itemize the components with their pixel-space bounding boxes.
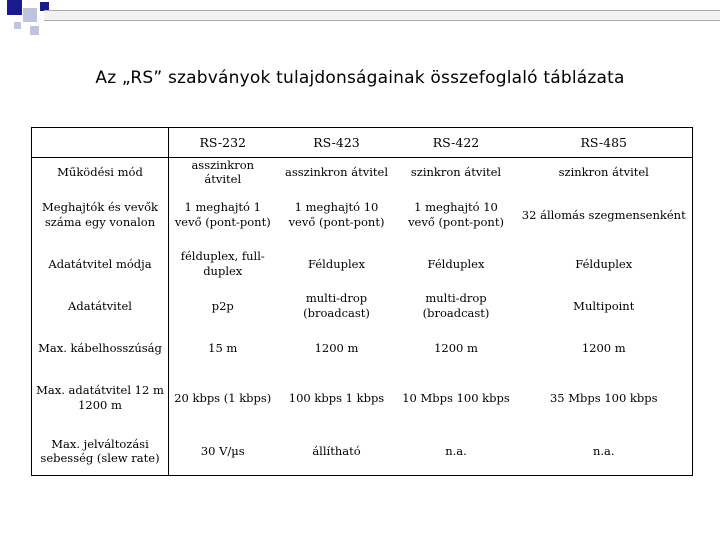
table-cell: Félduplex bbox=[427, 256, 485, 271]
table-header-row bbox=[32, 128, 693, 158]
row-label: Működési mód bbox=[32, 158, 169, 187]
row-label: Adatátvitel bbox=[32, 285, 169, 327]
table-cell: Félduplex bbox=[308, 256, 365, 271]
table-cell: 1 meghajtó 10 vevő (pont-pont) bbox=[288, 200, 385, 229]
table-cell: Multipoint bbox=[573, 298, 635, 313]
table-row bbox=[32, 243, 693, 285]
row-label: Meghajtók és vevők száma egy vonalon bbox=[32, 187, 169, 243]
corner-square-dark bbox=[7, 0, 22, 15]
table-cell: multi-drop (broadcast) bbox=[303, 291, 370, 320]
corner-square-tiny bbox=[14, 22, 21, 29]
column-header: RS-422 bbox=[397, 128, 516, 158]
table-row bbox=[32, 327, 693, 369]
slide-title: Az „RS” szabványok tulajdonságainak összefoglaló táblázata bbox=[95, 68, 625, 88]
row-label: Max. jelváltozási sebesség (slew rate) bbox=[32, 427, 169, 476]
table-cell: 1 meghajtó 1 vevő (pont-pont) bbox=[174, 200, 271, 229]
table-cell: 30 V/µs bbox=[200, 443, 245, 458]
table-cell: 1200 m bbox=[581, 340, 626, 355]
table-cell: 10 Mbps 100 kbps bbox=[402, 390, 510, 405]
table-cell: 35 Mbps 100 kbps bbox=[549, 390, 658, 405]
table-cell: multi-drop (broadcast) bbox=[422, 291, 490, 320]
table-cell: szinkron átvitel bbox=[558, 165, 649, 180]
table-cell: 1 meghajtó 10 vevő (pont-pont) bbox=[408, 200, 504, 229]
row-label: Max. adatátvitel 12 m 1200 m bbox=[32, 369, 169, 427]
corner-square-small-light bbox=[30, 26, 39, 35]
table-cell: asszinkron átvitel bbox=[191, 158, 255, 187]
table-cell: félduplex, full-duplex bbox=[180, 249, 265, 278]
table-cell: n.a. bbox=[445, 443, 467, 458]
column-header: RS-485 bbox=[516, 128, 693, 158]
header-bar bbox=[44, 10, 720, 21]
table-cell: állítható bbox=[312, 443, 361, 458]
table-cell: 20 kbps (1 kbps) bbox=[174, 390, 272, 405]
table-row bbox=[32, 187, 693, 243]
corner-square-light bbox=[23, 8, 37, 22]
table-row bbox=[32, 158, 693, 187]
table-row bbox=[32, 285, 693, 327]
table-cell: 1200 m bbox=[314, 340, 359, 355]
column-header: RS-423 bbox=[277, 128, 397, 158]
table-cell: Félduplex bbox=[575, 256, 633, 271]
table-cell: asszinkron átvitel bbox=[284, 165, 388, 180]
row-label: Adatátvitel módja bbox=[32, 243, 169, 285]
table-cell: szinkron átvitel bbox=[410, 165, 502, 180]
table-cell: 1200 m bbox=[434, 340, 478, 355]
table-cell: 100 kbps 1 kbps bbox=[288, 390, 385, 405]
table-row bbox=[32, 369, 693, 427]
row-label: Max. kábelhosszúság bbox=[32, 327, 169, 369]
column-header: RS-232 bbox=[169, 128, 277, 158]
table-row bbox=[32, 427, 693, 476]
table-cell: 32 állomás szegmensenként bbox=[521, 207, 686, 222]
table-corner-cell bbox=[32, 128, 169, 158]
table-cell: 15 m bbox=[208, 340, 238, 355]
table-cell: n.a. bbox=[592, 443, 615, 458]
table-cell: p2p bbox=[211, 298, 234, 313]
rs-standards-table bbox=[31, 127, 693, 476]
